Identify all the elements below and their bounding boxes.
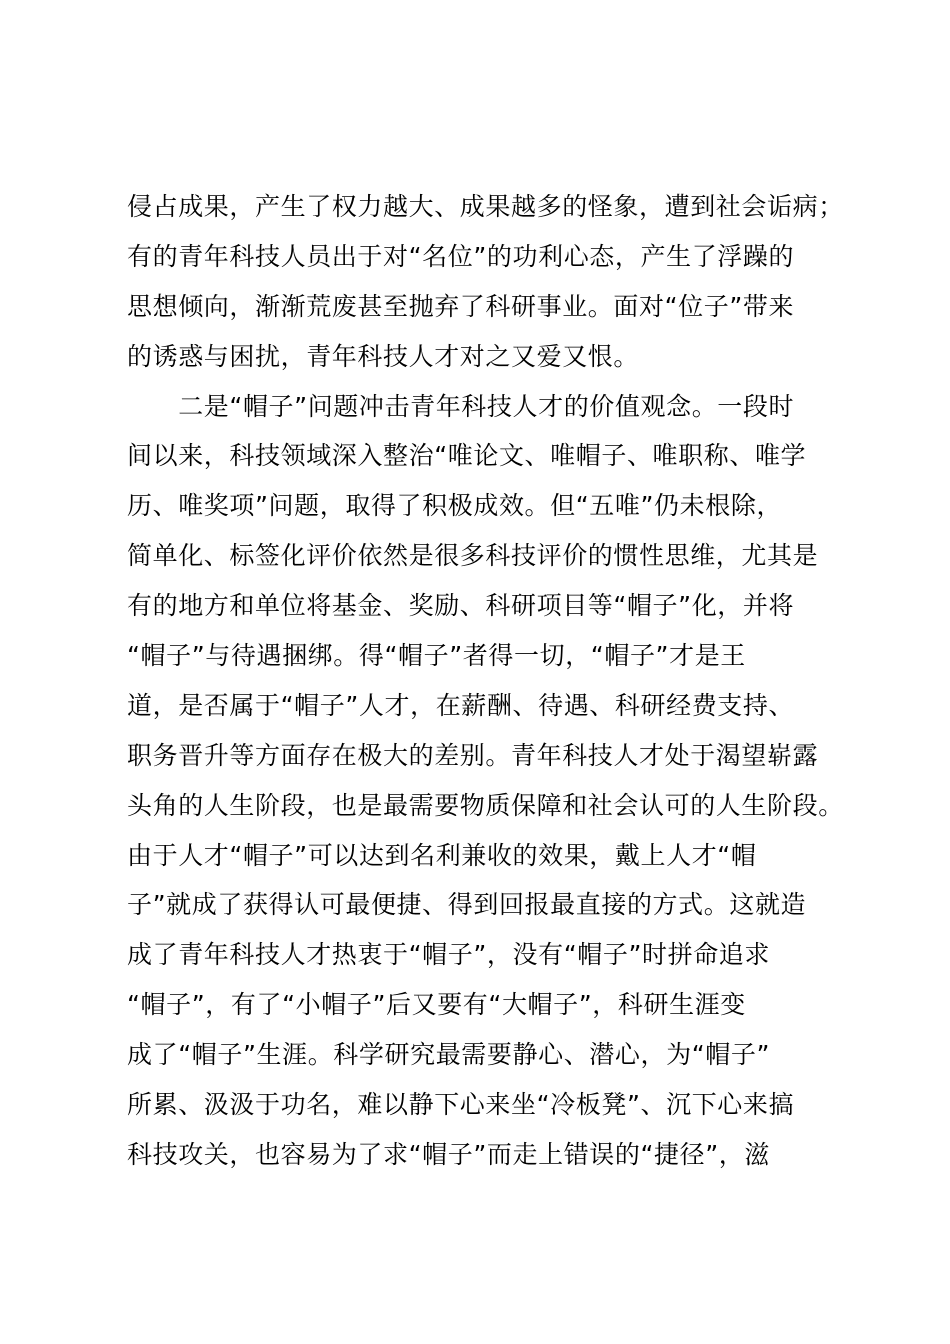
text-line: 所累、汲汲于功名，难以静下心来坐“冷板凳”、沉下心来搞 bbox=[127, 1090, 795, 1120]
text-line: 简单化、标签化评价依然是很多科技评价的惯性思维，尤其是 bbox=[127, 541, 819, 571]
text-line: “帽子”，有了“小帽子”后又要有“大帽子”，科研生涯变 bbox=[127, 990, 746, 1020]
text-line: 侵占成果，产生了权力越大、成果越多的怪象，遭到社会诟病； bbox=[127, 192, 844, 221]
text-line: 有的地方和单位将基金、奖励、科研项目等“帽子”化，并将 bbox=[127, 591, 795, 621]
text-line: 由于人才“帽子”可以达到名利兼收的效果，戴上人才“帽 bbox=[127, 840, 757, 870]
text-line: 头角的人生阶段，也是最需要物质保障和社会认可的人生阶段。 bbox=[127, 790, 844, 820]
text-line: 的诱惑与困扰，青年科技人才对之又爱又恨。 bbox=[127, 341, 640, 371]
text-line: 二是“帽子”问题冲击青年科技人才的价值观念。一段时 bbox=[127, 391, 795, 421]
text-line: “帽子”与待遇捆绑。得“帽子”者得一切，“帽子”才是王 bbox=[127, 641, 746, 671]
text-line: 子”就成了获得认可最便捷、得到回报最直接的方式。这就造 bbox=[127, 890, 807, 920]
text-line: 道，是否属于“帽子”人才，在薪酬、待遇、科研经费支持、 bbox=[127, 690, 795, 720]
text-line: 历、唯奖项”问题，取得了积极成效。但“五唯”仍未根除， bbox=[127, 491, 783, 521]
text-line: 成了“帽子”生涯。科学研究最需要静心、潜心，为“帽子” bbox=[127, 1040, 771, 1070]
text-line: 有的青年科技人员出于对“名位”的功利心态，产生了浮躁的 bbox=[127, 241, 795, 271]
text-line: 成了青年科技人才热衷于“帽子”，没有“帽子”时拼命追求 bbox=[127, 940, 771, 970]
text-line: 间以来，科技领域深入整治“唯论文、唯帽子、唯职称、唯学 bbox=[127, 441, 807, 471]
body-text bbox=[127, 182, 847, 1180]
text-line: 科技攻关，也容易为了求“帽子”而走上错误的“捷径”，滋 bbox=[127, 1139, 771, 1169]
text-line: 职务晋升等方面存在极大的差别。青年科技人才处于渴望崭露 bbox=[127, 740, 819, 770]
text-line: 思想倾向，渐渐荒废甚至抛弃了科研事业。面对“位子”带来 bbox=[127, 291, 795, 321]
